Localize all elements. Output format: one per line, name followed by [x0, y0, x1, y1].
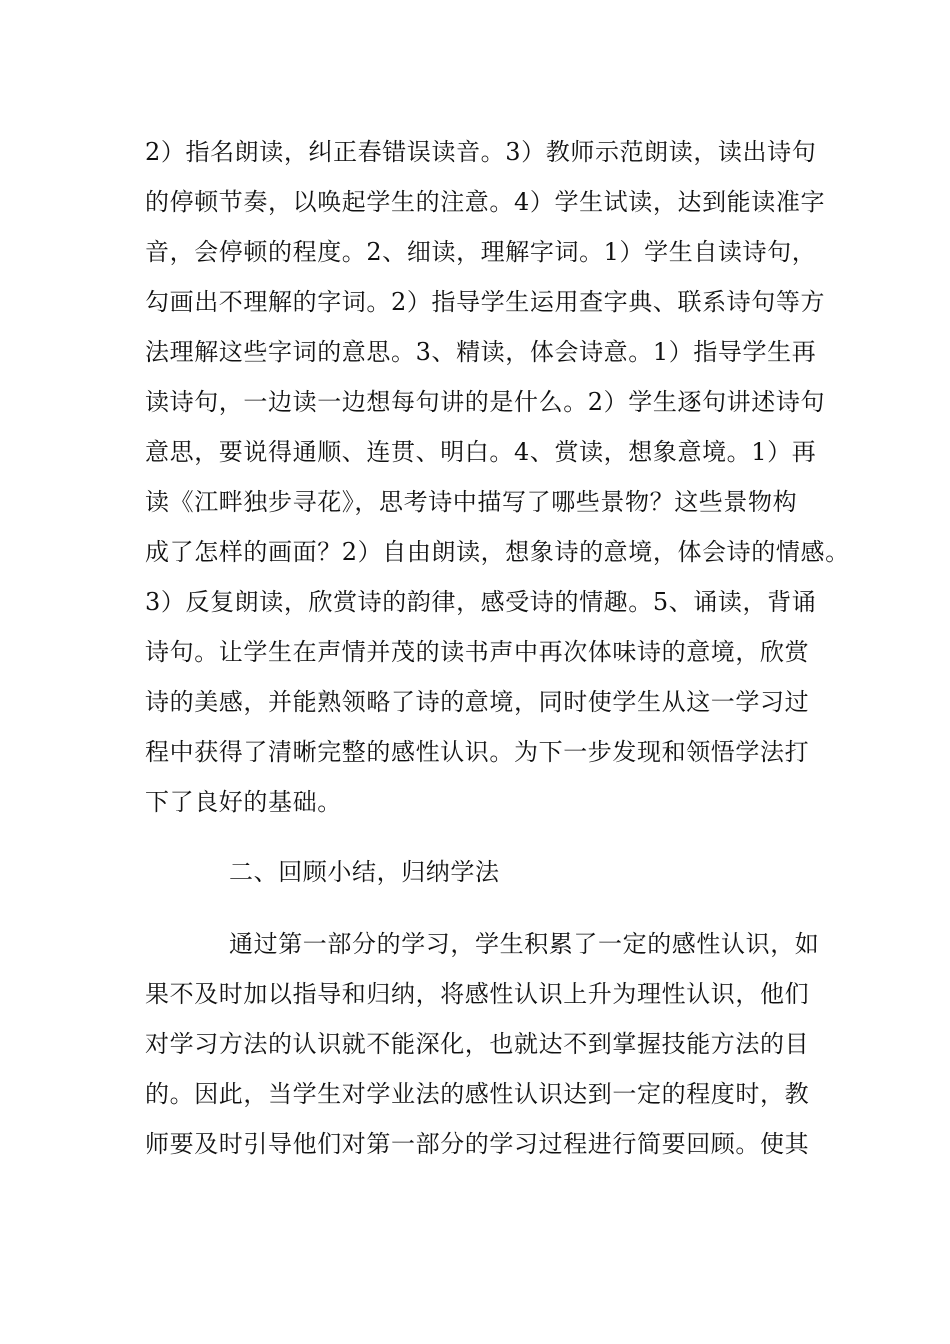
paragraph-1-line-5: 法理解这些字词的意思。3、精读，体会诗意。1）指导学生再: [145, 338, 817, 366]
paragraph-1-line-10: 3）反复朗读，欣赏诗的韵律，感受诗的情趣。5、诵读，背诵: [145, 588, 817, 616]
paragraph-2-line-3: 对学习方法的认识就不能深化，也就达不到掌握技能方法的目: [145, 1030, 810, 1058]
paragraph-1-line-14: 下了良好的基础。: [145, 788, 342, 816]
paragraph-1-line-7: 意思，要说得通顺、连贯、明白。4、赏读，想象意境。1）再: [145, 438, 817, 466]
paragraph-1-line-3: 音，会停顿的程度。2、细读，理解字词。1）学生自读诗句，: [145, 238, 817, 266]
section-heading: 二、回顾小结，归纳学法: [229, 858, 500, 886]
paragraph-1-line-2: 的停顿节奏，以唤起学生的注意。4）学生试读，达到能读准字: [145, 188, 826, 216]
paragraph-1-line-4: 勾画出不理解的字词。2）指导学生运用查字典、联系诗句等方: [145, 288, 826, 316]
paragraph-1-line-12: 诗的美感，并能熟领略了诗的意境，同时使学生从这一学习过: [145, 688, 810, 716]
paragraph-1-line-13: 程中获得了清晰完整的感性认识。为下一步发现和领悟学法打: [145, 738, 810, 766]
paragraph-1-line-8: 读《江畔独步寻花》，思考诗中描写了哪些景物？这些景物构: [145, 488, 798, 516]
paragraph-1-line-11: 诗句。让学生在声情并茂的读书声中再次体味诗的意境，欣赏: [145, 638, 810, 666]
paragraph-1-line-6: 读诗句，一边读一边想每句讲的是什么。2）学生逐句讲述诗句: [145, 388, 826, 416]
paragraph-1-line-1: 2）指名朗读，纠正春错误读音。3）教师示范朗读，读出诗句: [145, 138, 817, 166]
paragraph-2-line-2: 果不及时加以指导和归纳，将感性认识上升为理性认识，他们: [145, 980, 810, 1008]
paragraph-1-line-9: 成了怎样的画面？2）自由朗读，想象诗的意境，体会诗的情感。: [145, 538, 850, 566]
paragraph-2-line-1: 通过第一部分的学习，学生积累了一定的感性认识，如: [229, 930, 820, 958]
paragraph-2-line-4: 的。因此，当学生对学业法的感性认识达到一定的程度时，教: [145, 1080, 810, 1108]
paragraph-2-line-5: 师要及时引导他们对第一部分的学习过程进行简要回顾。使其: [145, 1130, 810, 1158]
